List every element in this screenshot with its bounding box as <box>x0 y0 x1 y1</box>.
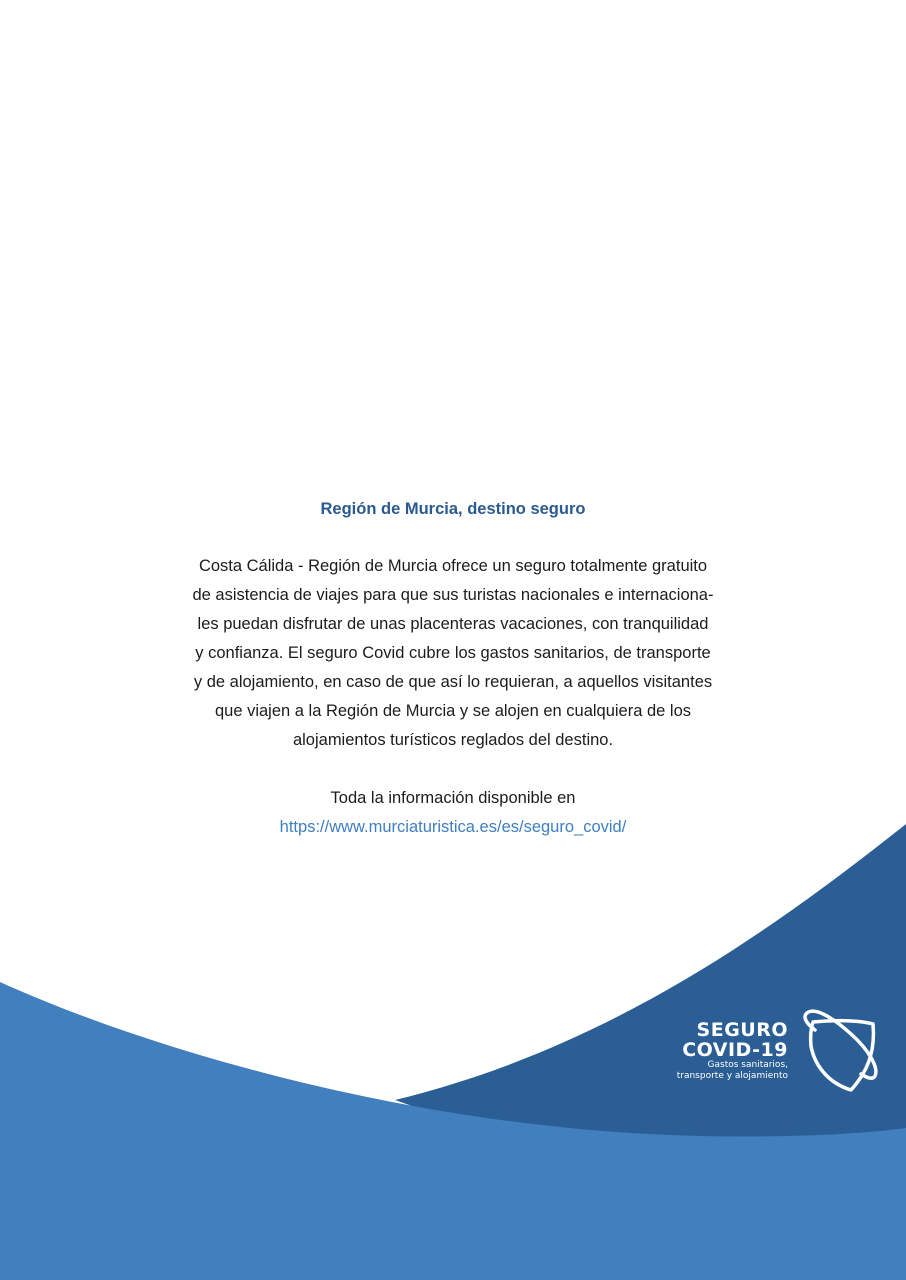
logo-subtitle-2: transporte y alojamiento <box>676 1071 788 1081</box>
body-line: Costa Cálida - Región de Murcia ofrece un seguro totalmente gratuito <box>198 557 708 575</box>
logo-title-covid: COVID-19 <box>682 1039 788 1061</box>
body-line: y de alojamiento, en caso de que así lo requieran, a aquellos visitantes <box>193 673 713 691</box>
body-line: les puedan disfrutar de unas placenteras vacaciones, con tranquilidad <box>197 615 709 633</box>
info-block <box>0 784 906 842</box>
shield-globe-icon <box>803 1006 883 1096</box>
logo-subtitle-1: Gastos sanitarios, <box>707 1060 788 1070</box>
main-content <box>0 496 906 842</box>
seguro-covid-link[interactable]: https://www.murciaturistica.es/es/seguro_covid/ <box>279 818 627 836</box>
seguro-covid-logo <box>675 1006 890 1096</box>
body-line: y confianza. El seguro Covid cubre los gastos sanitarios, de transporte <box>195 644 711 662</box>
body-line: alojamientos turísticos reglados del destino. <box>292 731 614 749</box>
logo-text <box>677 1020 788 1082</box>
body-line: de asistencia de viajes para que sus turistas nacionales e internaciona- <box>192 586 714 604</box>
body-paragraph <box>153 552 753 755</box>
logo-title-seguro: SEGURO <box>696 1019 788 1041</box>
info-text: Toda la información disponible en <box>330 789 576 807</box>
body-line: que viajen a la Región de Murcia y se alojen en cualquiera de los <box>214 702 692 720</box>
page-heading: Región de Murcia, destino seguro <box>320 500 586 518</box>
